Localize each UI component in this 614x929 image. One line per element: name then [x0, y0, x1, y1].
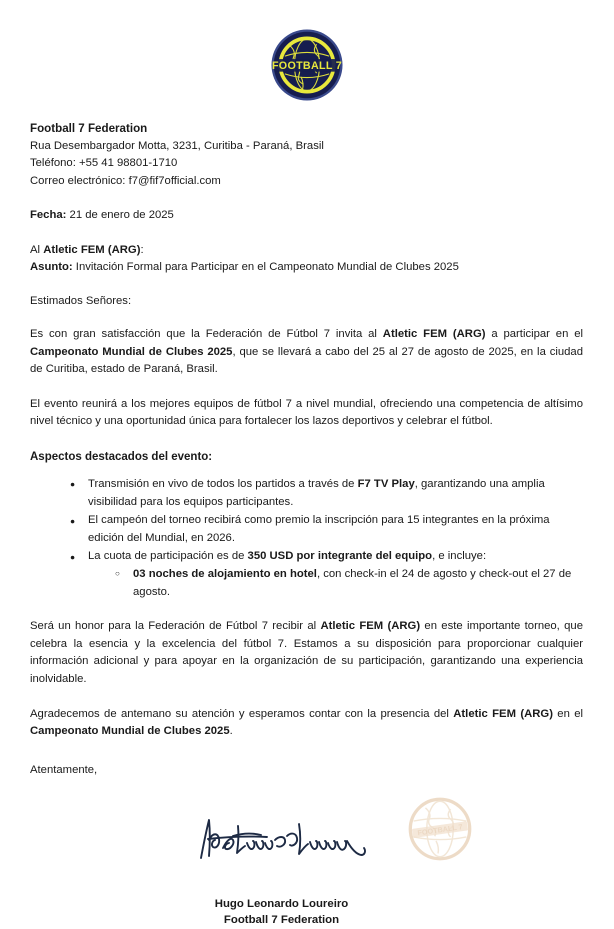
bullet-3-bold: 350 USD por integrante del equipo: [247, 550, 433, 563]
intro-text-2: a participar en el: [485, 328, 583, 340]
addressee-line: [30, 242, 583, 259]
date-value: 21 de enero de 2025: [66, 209, 174, 221]
letter-content: [30, 0, 583, 929]
subject-value: Invitación Formal para Participar en el Campeonato Mundial de Clubes 2025: [72, 261, 459, 273]
bullet-1-text-1: Transmisión en vivo de todos los partidos a través de: [88, 477, 358, 490]
svg-text:FOOTBALL 7: FOOTBALL 7: [416, 821, 464, 838]
thanks-text-3: .: [229, 725, 233, 738]
signatory-block: [30, 896, 583, 929]
handwritten-signature: [195, 810, 395, 868]
bullet-3-text-1: La cuota de participación es de: [88, 550, 248, 563]
organization-phone: Teléfono: +55 41 98801-1710: [30, 157, 178, 169]
addressee-block: [30, 242, 583, 276]
paragraph-event-overview: El evento reunirá a los mejores equipos de fútbol 7 a nivel mundial, ofreciendo una competencia de altísimo nivel técnico y una oportunidad única para fortalecer los lazos deportivos y celebrar el fútbol.: [30, 397, 583, 428]
thanks-team-name: Atletic FEM (ARG): [453, 707, 553, 720]
organization-email: Correo electrónico: f7@fif7official.com: [30, 174, 221, 187]
signature-area: [30, 780, 583, 900]
list-item: [70, 476, 583, 511]
date-label: Fecha:: [30, 209, 67, 221]
subject-line: [30, 259, 583, 276]
bullet-1-bold: F7 TV Play: [357, 477, 415, 490]
official-seal-stamp: [407, 796, 473, 862]
list-item: [70, 512, 583, 547]
salutation: Estimados Señores:: [30, 295, 132, 307]
honor-text-2: en este importante torneo, que celebra la esencia y la excelencia del fútbol 7. Estamos a su disposición para proporcionar cualquier información adicional y para apoyar en la organización de su participación, garantizando una experiencia inolvidable.: [30, 620, 583, 685]
addressee-name: Atletic FEM (ARG): [43, 244, 141, 256]
bullet-2-text-1: El campeón del torneo recibirá como premio la inscripción para 15 integrantes en la próxima edición del Mundial, en 2026.: [88, 514, 550, 544]
subbullet-bold: 03 noches de alojamiento en hotel: [133, 567, 317, 580]
list-item: [115, 566, 583, 601]
signatory-name: Hugo Leonardo Loureiro: [214, 897, 349, 910]
intro-event-name: Campeonato Mundial de Clubes 2025: [30, 345, 233, 358]
football-7-federation-logo: [270, 28, 344, 102]
bullet-1-text-2: , garantizando una amplia visibilidad para los equipos participantes.: [88, 477, 545, 508]
bullet-3-text-2: , e incluye:: [432, 550, 487, 563]
highlights-heading: Aspectos destacados del evento:: [30, 450, 213, 463]
signatory-organization: Football 7 Federation: [223, 914, 340, 927]
paragraph-thanks: [30, 706, 583, 741]
subbullet-text: , con check-in el 24 de agosto y check-out el 27 de agosto.: [133, 567, 572, 598]
intro-text-1: Es con gran satisfacción que la Federación de Fútbol 7 invita al: [30, 328, 383, 340]
thanks-text-1: Agradecemos de antemano su atención y esperamos contar con la presencia del: [30, 707, 454, 720]
highlights-sublist: [88, 566, 583, 601]
addressee-suffix: :: [140, 244, 144, 256]
highlights-list: [30, 476, 583, 601]
thanks-text-2: en el: [552, 707, 583, 720]
thanks-event-name: Campeonato Mundial de Clubes 2025: [30, 725, 230, 738]
organization-name: Football 7 Federation: [30, 122, 148, 135]
paragraph-intro: [30, 326, 583, 379]
intro-text-3: , que se llevará a cabo del 25 al 27 de agosto de 2025, en la ciudad de Curitiba, estado de Paraná, Brasil.: [30, 345, 583, 376]
paragraph-honor: [30, 618, 583, 688]
letter-date: [30, 207, 583, 223]
honor-team-name: Atletic FEM (ARG): [320, 620, 421, 633]
svg-text:FOOTBALL 7: FOOTBALL 7: [271, 59, 342, 72]
valediction: Atentamente,: [30, 763, 98, 776]
addressee-prefix: Al: [30, 244, 44, 256]
honor-text-1: Será un honor para la Federación de Fútbol 7 recibir al: [30, 620, 321, 633]
list-item: [70, 548, 583, 601]
logo-container: [30, 0, 583, 116]
letterhead-block: [30, 120, 583, 190]
subject-label: Asunto:: [30, 261, 73, 273]
intro-team-name-1: Atletic FEM (ARG): [382, 328, 486, 340]
organization-address: Rua Desembargador Motta, 3231, Curitiba - Paraná, Brasil: [30, 139, 324, 152]
